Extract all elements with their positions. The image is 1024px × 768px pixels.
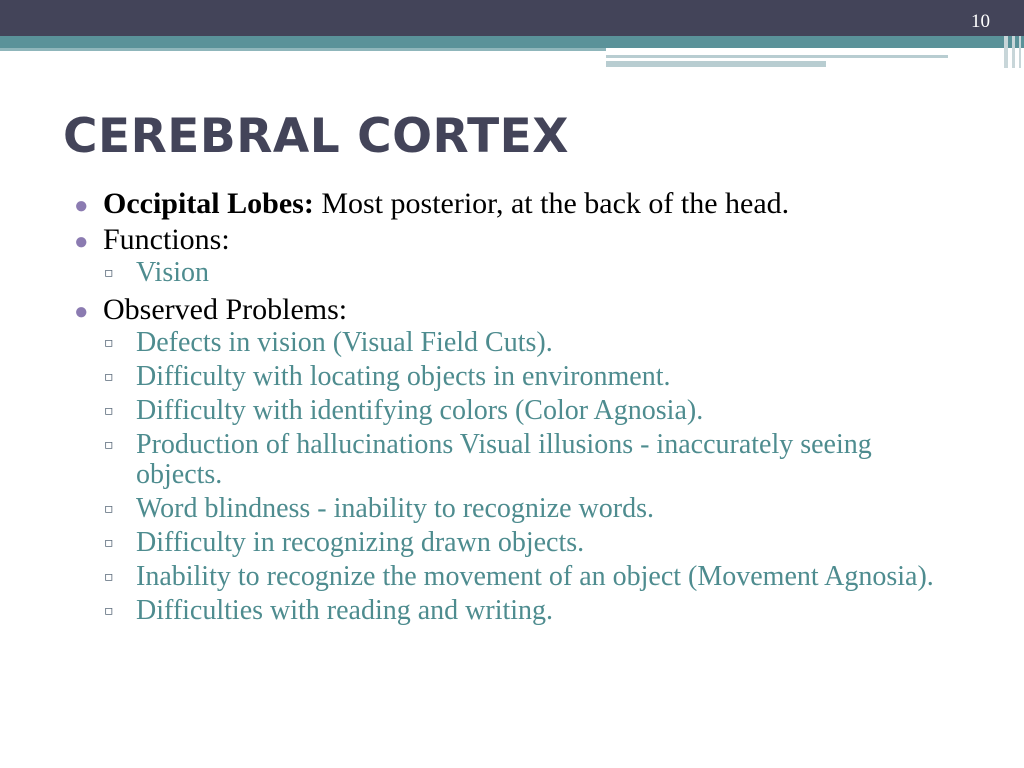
- sub-bullet-list: [103, 258, 952, 288]
- bullet-text: Functions:: [103, 223, 230, 256]
- sub-bullet-item: [103, 596, 952, 626]
- sub-bullet-list: [103, 328, 952, 626]
- header-teal-thin-stripe: [0, 48, 606, 51]
- bullet-dot-icon: ●: [74, 299, 89, 325]
- sub-bullet-item: [103, 328, 952, 358]
- header-accent-line: [606, 55, 948, 58]
- square-bullet-icon: ▫: [104, 265, 114, 281]
- header-accent-line: [606, 61, 826, 67]
- square-bullet-icon: ▫: [104, 369, 114, 385]
- sub-bullet-item: [103, 430, 952, 490]
- sub-bullet-text: Difficulty with locating objects in environment.: [136, 361, 671, 392]
- bullet-text: Observed Problems:: [103, 293, 348, 326]
- sub-bullet-text: Difficulty with identifying colors (Color Agnosia).: [136, 395, 704, 426]
- slide-title: CEREBRAL CORTEX: [63, 109, 570, 164]
- square-bullet-icon: ▫: [104, 335, 114, 351]
- sub-bullet-item: [103, 528, 952, 558]
- slide-number: 10: [971, 11, 990, 32]
- sub-bullet-item: [103, 362, 952, 392]
- square-bullet-icon: ▫: [104, 535, 114, 551]
- sub-bullet-text: Inability to recognize the movement of an object (Movement Agnosia).: [136, 561, 934, 592]
- header-accent-bar: [1004, 36, 1008, 68]
- sub-bullet-item: [103, 562, 952, 592]
- sub-bullet-item: [103, 258, 952, 288]
- square-bullet-icon: ▫: [104, 403, 114, 419]
- sub-bullet-item: [103, 494, 952, 524]
- bullet-list: [72, 188, 952, 626]
- sub-bullet-text: Difficulties with reading and writing.: [136, 595, 554, 626]
- sub-bullet-text: Vision: [136, 257, 209, 288]
- bullet-item: [72, 188, 952, 220]
- header-accent-bar: [1019, 36, 1021, 68]
- header-band: [0, 0, 1024, 36]
- square-bullet-icon: ▫: [104, 501, 114, 517]
- bullet-text: Most posterior, at the back of the head.: [313, 187, 790, 220]
- bullet-dot-icon: ●: [74, 193, 89, 219]
- bullet-item: [72, 224, 952, 288]
- sub-bullet-text: Production of hallucinations Visual illusions - inaccurately seeing objects.: [136, 429, 872, 490]
- sub-bullet-text: Word blindness - inability to recognize words.: [136, 493, 654, 524]
- header-teal-stripe: [0, 36, 1024, 48]
- bullet-dot-icon: ●: [74, 229, 89, 255]
- square-bullet-icon: ▫: [104, 603, 114, 619]
- sub-bullet-text: Difficulty in recognizing drawn objects.: [136, 527, 585, 558]
- bullet-item: [72, 294, 952, 626]
- square-bullet-icon: ▫: [104, 437, 114, 453]
- sub-bullet-item: [103, 396, 952, 426]
- header-accent-bar: [1012, 36, 1015, 68]
- sub-bullet-text: Defects in vision (Visual Field Cuts).: [136, 327, 553, 358]
- square-bullet-icon: ▫: [104, 569, 114, 585]
- slide-content: [72, 188, 952, 632]
- bullet-term: Occipital Lobes:: [103, 187, 314, 220]
